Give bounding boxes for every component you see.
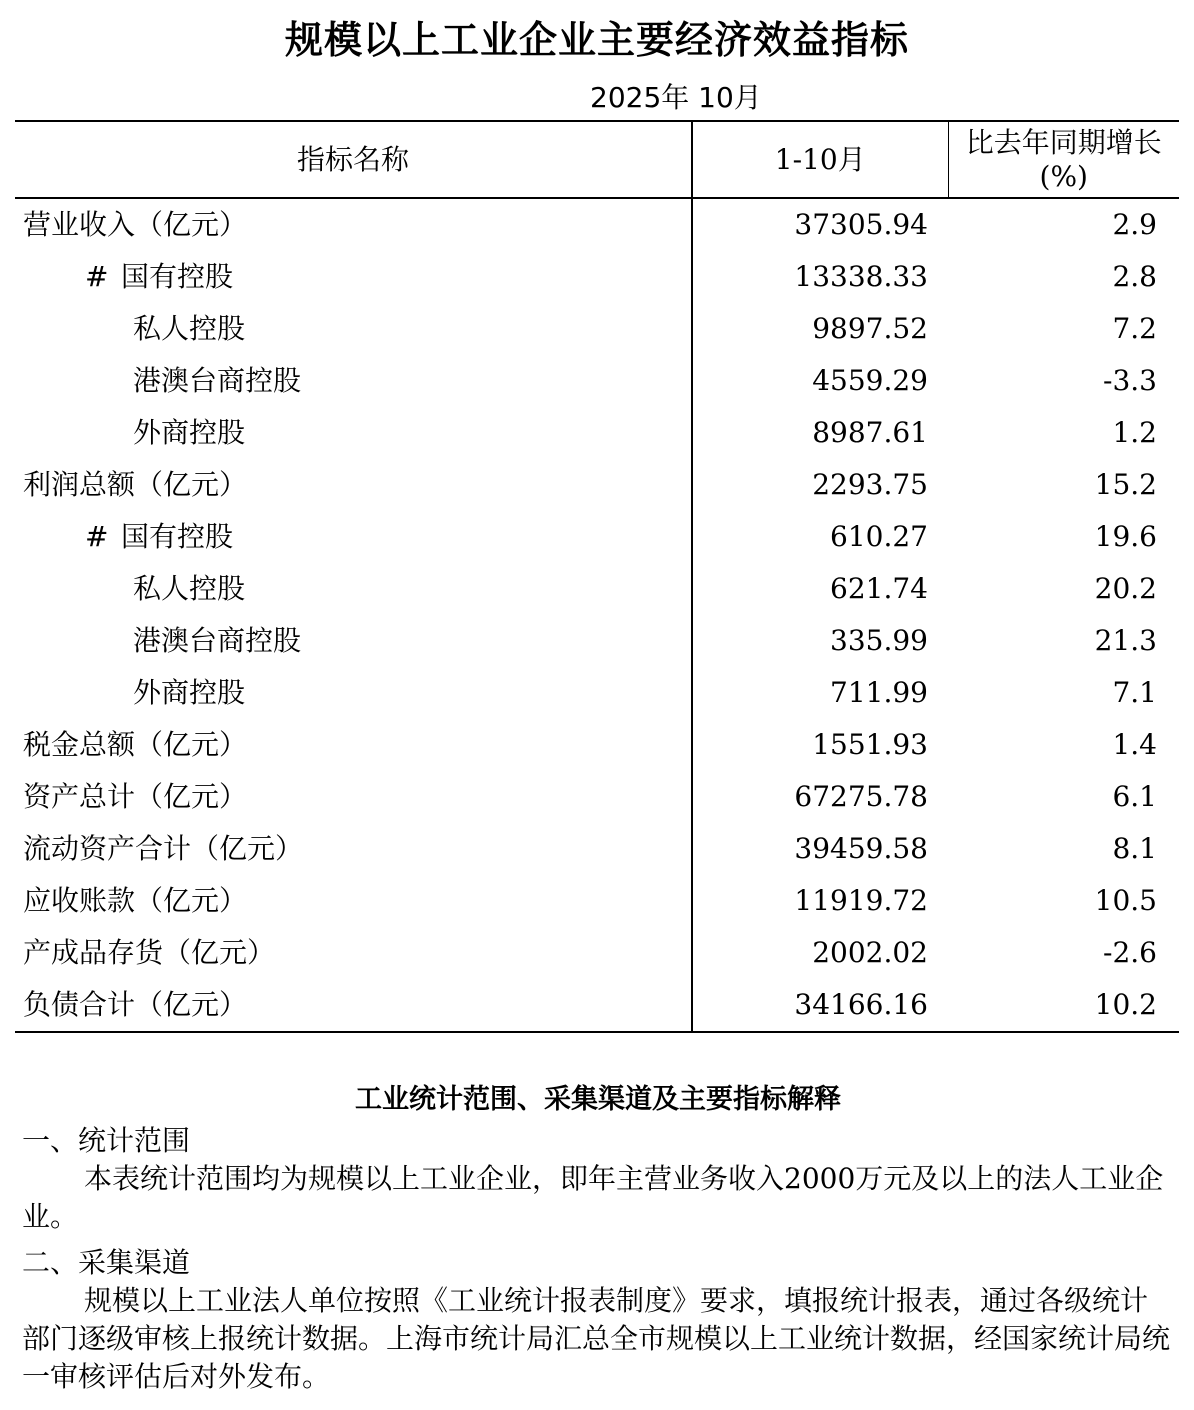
report-period: 2025年 10月 bbox=[590, 81, 762, 114]
table-row bbox=[15, 823, 1179, 875]
row-value: 335.99 bbox=[830, 624, 928, 657]
row-name: 税金总额（亿元） bbox=[23, 728, 248, 761]
row-name: 国有控股 bbox=[121, 520, 234, 553]
row-growth: 19.6 bbox=[1094, 520, 1157, 553]
row-value: 11919.72 bbox=[794, 884, 928, 917]
table-row bbox=[15, 303, 1179, 355]
row-name-cell bbox=[15, 771, 692, 823]
row-growth: 10.5 bbox=[1094, 884, 1157, 917]
row-name-cell bbox=[15, 615, 692, 667]
scope-heading: 一、统计范围 bbox=[22, 1124, 191, 1157]
hash-marker: # bbox=[85, 260, 109, 293]
row-growth: 1.4 bbox=[1112, 728, 1157, 761]
row-value: 67275.78 bbox=[794, 780, 928, 813]
header-indicator-name: 指标名称 bbox=[15, 121, 692, 198]
hash-marker: # bbox=[85, 520, 109, 553]
row-growth: 1.2 bbox=[1112, 416, 1157, 449]
row-value: 8987.61 bbox=[812, 416, 928, 449]
table-row bbox=[15, 459, 1179, 511]
table-row bbox=[15, 511, 1179, 563]
row-name-cell bbox=[15, 875, 692, 927]
row-name-cell bbox=[15, 563, 692, 615]
scope-text: 本表统计范围均为规模以上工业企业，即年主营业务收入2000万元及以上的法人工业企业。 bbox=[22, 1162, 1164, 1233]
row-name: 港澳台商控股 bbox=[133, 624, 302, 657]
row-growth: 7.1 bbox=[1112, 676, 1157, 709]
row-growth: 2.9 bbox=[1112, 208, 1157, 241]
row-name: 港澳台商控股 bbox=[133, 364, 302, 397]
header-yoy-growth: 比去年同期增长(%) bbox=[948, 121, 1179, 198]
row-value: 13338.33 bbox=[794, 260, 928, 293]
row-growth: -3.3 bbox=[1103, 364, 1157, 397]
row-value: 39459.58 bbox=[794, 832, 928, 865]
row-growth: 2.8 bbox=[1112, 260, 1157, 293]
table-row bbox=[15, 407, 1179, 459]
table-row bbox=[15, 875, 1179, 927]
row-growth: 15.2 bbox=[1094, 468, 1157, 501]
channel-text: 规模以上工业法人单位按照《工业统计报表制度》要求，填报统计报表，通过各级统计部门逐级审核上报统计数据。上海市统计局汇总全市规模以上工业统计数据，经国家统计局统一审核评估后对外发布。 bbox=[22, 1284, 1171, 1393]
row-name-cell bbox=[15, 719, 692, 771]
row-name: 私人控股 bbox=[133, 572, 246, 605]
row-growth: -2.6 bbox=[1103, 936, 1157, 969]
row-growth: 10.2 bbox=[948, 979, 1179, 1032]
table-row bbox=[15, 355, 1179, 407]
row-name: 国有控股 bbox=[121, 260, 234, 293]
row-name: 负债合计（亿元） bbox=[23, 988, 248, 1021]
row-name-cell bbox=[15, 251, 692, 303]
row-value: 621.74 bbox=[830, 572, 928, 605]
row-name: 营业收入（亿元） bbox=[23, 208, 248, 241]
table-header-row bbox=[15, 121, 1179, 198]
row-name: 应收账款（亿元） bbox=[23, 884, 248, 917]
row-name: 利润总额（亿元） bbox=[23, 468, 248, 501]
row-value: 4559.29 bbox=[812, 364, 928, 397]
row-name: 产成品存货（亿元） bbox=[23, 936, 276, 969]
table-row bbox=[15, 198, 1179, 251]
row-value: 37305.94 bbox=[794, 208, 928, 241]
row-name: 外商控股 bbox=[133, 676, 246, 709]
row-value: 34166.16 bbox=[692, 979, 948, 1032]
indicators-table bbox=[15, 120, 1179, 1033]
row-name-cell bbox=[15, 459, 692, 511]
row-name: 资产总计（亿元） bbox=[23, 780, 248, 813]
row-value: 610.27 bbox=[830, 520, 928, 553]
row-value: 2293.75 bbox=[812, 468, 928, 501]
notes-title: 工业统计范围、采集渠道及主要指标解释 bbox=[355, 1084, 841, 1115]
row-growth: 8.1 bbox=[1112, 832, 1157, 865]
table-row bbox=[15, 979, 1179, 1032]
row-name-cell bbox=[15, 407, 692, 459]
row-name-cell bbox=[15, 667, 692, 719]
row-name-cell bbox=[15, 823, 692, 875]
row-value: 1551.93 bbox=[812, 728, 928, 761]
row-name: 外商控股 bbox=[133, 416, 246, 449]
row-name-cell bbox=[15, 979, 692, 1032]
row-name: 私人控股 bbox=[133, 312, 246, 345]
table-row bbox=[15, 667, 1179, 719]
table-row bbox=[15, 251, 1179, 303]
row-name-cell bbox=[15, 355, 692, 407]
row-value: 711.99 bbox=[830, 676, 928, 709]
row-value: 2002.02 bbox=[812, 936, 928, 969]
table-row bbox=[15, 927, 1179, 979]
row-name: 流动资产合计（亿元） bbox=[23, 832, 304, 865]
row-growth: 7.2 bbox=[1112, 312, 1157, 345]
table-row bbox=[15, 719, 1179, 771]
row-growth: 21.3 bbox=[1094, 624, 1157, 657]
row-name-cell bbox=[15, 927, 692, 979]
row-name-cell bbox=[15, 303, 692, 355]
page-title: 规模以上工业企业主要经济效益指标 bbox=[284, 18, 909, 62]
row-growth: 20.2 bbox=[1094, 572, 1157, 605]
row-name-cell bbox=[15, 198, 692, 251]
table-row bbox=[15, 563, 1179, 615]
row-name-cell bbox=[15, 511, 692, 563]
table-row bbox=[15, 771, 1179, 823]
row-growth: 6.1 bbox=[1112, 780, 1157, 813]
notes-section bbox=[22, 1078, 1174, 1404]
channel-heading: 二、采集渠道 bbox=[22, 1246, 191, 1279]
header-period-value: 1-10月 bbox=[692, 121, 948, 198]
row-value: 9897.52 bbox=[812, 312, 928, 345]
table-row bbox=[15, 615, 1179, 667]
